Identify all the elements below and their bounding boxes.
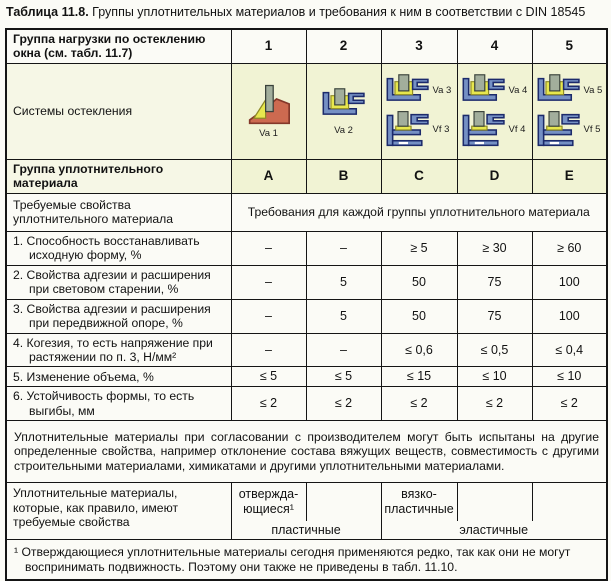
property-value: – [231,299,306,333]
glazing-variant-label: Va 4 [508,84,528,96]
property-value: ≤ 2 [231,387,306,421]
table-caption [6,5,585,19]
typical-materials-row-top [6,483,607,521]
property-label: 1. Способность восстанавливать исходную форму, % [6,231,231,265]
glazing-systems-row [6,63,607,159]
glazing-variant-label: Vf 3 [432,124,450,136]
load-group-col-1: 1 [231,29,306,63]
glazing-variant-label: Vf 4 [508,124,526,136]
load-group-row [6,29,607,63]
material-group-label: Группа уплотнительного материала [6,159,231,193]
frame-glazing-icon [385,110,431,150]
property-value: ≤ 0,4 [532,333,607,367]
glazing-cell-2 [306,63,381,159]
property-row-5 [6,367,607,387]
property-label: 3. Свойства адгезии и расширения при передвижной опоре, % [6,299,231,333]
typical-cell-hardening: отвержда-ющиеся¹ [231,483,306,521]
glazing-cell-3 [381,63,457,159]
typical-materials-label: Уплотнительные материалы, которые, как правило, имеют требуемые свойства [6,483,231,540]
property-value: ≤ 10 [532,367,607,387]
property-value: 75 [457,299,532,333]
glazing-variant-va1 [233,83,305,139]
property-value: ≥ 5 [381,231,457,265]
glazing-cell-4 [457,63,532,159]
property-label: 4. Когезия, то есть напряжение при растяжении по п. 3, Н/мм² [6,333,231,367]
glazing-variant-label: Va 1 [259,128,278,140]
table-caption-text: Группы уплотнительных материалов и требования к ним в соответствии с DIN 18545 [92,5,586,19]
property-value: – [306,333,381,367]
glazing-variant-va5 [534,73,606,108]
property-value: – [231,333,306,367]
property-label: 5. Изменение объема, % [6,367,231,387]
note-row [6,421,607,483]
glazing-variant-label: Va 5 [583,84,603,96]
property-value: 50 [381,299,457,333]
glazing-variant-vf4 [459,110,531,150]
property-value: – [231,265,306,299]
load-group-label: Группа нагрузки по остеклению окна (см. табл. 11.7) [6,29,231,63]
property-row-3 [6,299,607,333]
frame-glazing-icon [536,110,582,150]
property-value: ≤ 15 [381,367,457,387]
channel-glazing-icon [385,73,431,108]
property-label: 2. Свойства адгезии и расширения при световом старении, % [6,265,231,299]
material-group-d: D [457,159,532,193]
property-value: ≤ 10 [457,367,532,387]
frame-glazing-icon [461,110,507,150]
property-value: 100 [532,299,607,333]
property-row-2 [6,265,607,299]
din-18545-sealant-table [5,28,608,581]
glazing-variant-va2 [308,87,380,136]
channel-glazing-icon [461,73,507,108]
property-value: 75 [457,265,532,299]
glazing-cell-5 [532,63,607,159]
property-value: ≤ 5 [306,367,381,387]
footnote-text: ¹ Отверждающиеся уплотнительные материалы сегодня применяются редко, так как они не могут воспринимать подвижность. Поэтому они также не приведены в табл. 11.10. [6,540,607,580]
requirements-header-row [6,193,607,231]
glazing-variant-label: Va 3 [432,84,452,96]
property-value: ≤ 5 [231,367,306,387]
typical-cell-elastic: эластичные [381,521,607,540]
property-value: ≤ 2 [532,387,607,421]
property-value: ≥ 30 [457,231,532,265]
property-value: ≥ 60 [532,231,607,265]
property-value: ≤ 2 [381,387,457,421]
requirements-span-label: Требования для каждой группы уплотнительного материала [231,193,607,231]
footnote-row [6,540,607,580]
load-group-col-4: 4 [457,29,532,63]
property-value: ≤ 2 [306,387,381,421]
property-value: 100 [532,265,607,299]
typical-cell-empty-b [306,483,381,521]
property-value: ≤ 0,6 [381,333,457,367]
channel-glazing-icon [536,73,582,108]
material-group-row [6,159,607,193]
material-group-e: E [532,159,607,193]
property-label: 6. Устойчивость формы, то есть выгибы, мм [6,387,231,421]
property-row-1 [6,231,607,265]
load-group-col-2: 2 [306,29,381,63]
typical-cell-plastic: пластичные [231,521,381,540]
glazing-variant-label: Vf 5 [583,124,601,136]
glazing-cell-1 [231,63,306,159]
load-group-col-5: 5 [532,29,607,63]
glazing-variant-va3 [383,73,456,108]
channel-glazing-icon [321,87,367,122]
glazing-variant-va4 [459,73,531,108]
glazing-systems-label: Системы остекления [6,63,231,159]
property-value: ≤ 0,5 [457,333,532,367]
table-caption-number: Таблица 11.8. [6,5,89,19]
property-value: – [231,231,306,265]
requirements-header-label: Требуемые свойства уплотнительного материала [6,193,231,231]
note-text: Уплотнительные материалы при согласовании с производителем могут быть испытаны на другие определенные свойства, например отклонение состава вяжущих веществ, совместимость с другими строительными материалами, химикатами и другими уплотнительными материалами. [6,421,607,483]
material-group-b: B [306,159,381,193]
property-value: 5 [306,265,381,299]
typical-cell-viscoplastic: вязко-пластичные [381,483,457,521]
glazing-variant-label: Va 2 [334,124,353,136]
typical-cell-empty-d [457,483,532,521]
material-group-a: A [231,159,306,193]
typical-cell-empty-e [532,483,607,521]
glazing-variant-vf3 [383,110,456,150]
property-value: ≤ 2 [457,387,532,421]
property-value: – [306,231,381,265]
property-value: 5 [306,299,381,333]
property-value: 50 [381,265,457,299]
putty-glazing-icon [245,83,293,125]
property-row-6 [6,387,607,421]
glazing-variant-vf5 [534,110,606,150]
load-group-col-3: 3 [381,29,457,63]
property-row-4 [6,333,607,367]
material-group-c: C [381,159,457,193]
